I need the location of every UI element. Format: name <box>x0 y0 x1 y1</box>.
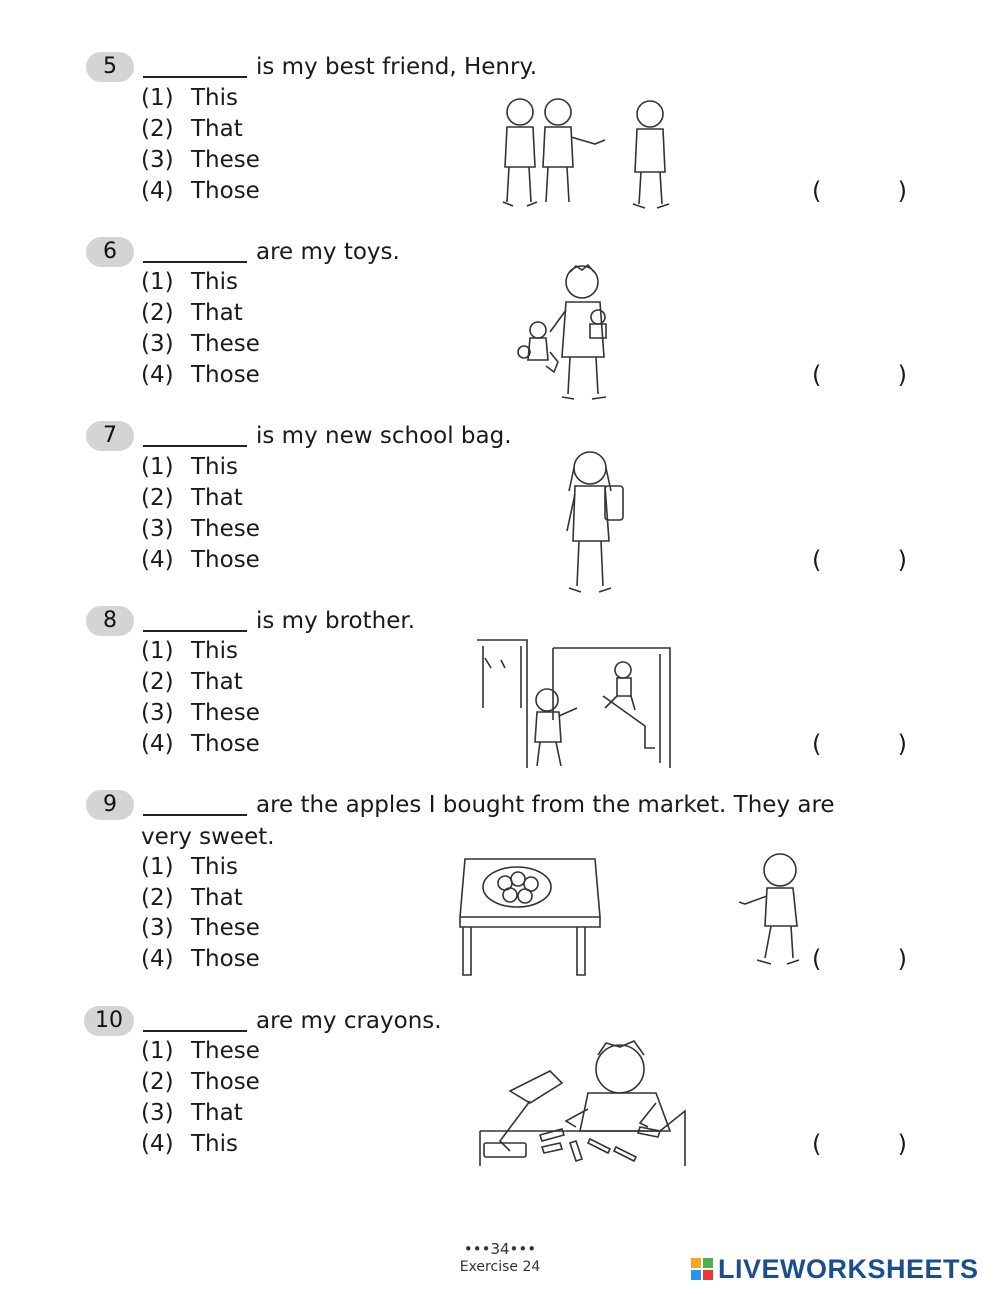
paren-close: ) <box>897 730 907 758</box>
option-3[interactable] <box>141 145 260 175</box>
page-number: •••34••• <box>463 1240 537 1258</box>
option-3[interactable] <box>141 698 260 728</box>
option-text: This <box>191 269 238 295</box>
option-text: Those <box>191 946 260 972</box>
question-stem: is my brother. <box>256 608 416 634</box>
option-1[interactable] <box>141 1036 260 1066</box>
paren-open: ( <box>812 1130 822 1158</box>
option-text: These <box>191 147 260 173</box>
option-text: That <box>191 669 243 695</box>
option-text: That <box>191 116 243 142</box>
question-stem: is my new school bag. <box>256 423 512 449</box>
paren-open: ( <box>812 177 822 205</box>
answer-box[interactable] <box>812 545 907 575</box>
question-number: 5 <box>86 52 134 82</box>
option-text: These <box>191 1038 260 1064</box>
option-number: (3) <box>141 331 174 357</box>
option-number: (3) <box>141 700 174 726</box>
question-number: 9 <box>86 790 134 820</box>
paren-close: ) <box>897 945 907 973</box>
option-number: (2) <box>141 1069 174 1095</box>
option-text: This <box>191 638 238 664</box>
option-1[interactable] <box>141 83 238 113</box>
grid-logo-icon <box>690 1257 714 1281</box>
answer-blank[interactable] <box>143 814 247 816</box>
option-text: This <box>191 1131 238 1157</box>
option-text: These <box>191 700 260 726</box>
option-number: (3) <box>141 147 174 173</box>
option-number: (4) <box>141 178 174 204</box>
three-boys-illustration <box>495 92 685 212</box>
question-stem: is my best friend, Henry. <box>256 54 538 80</box>
option-number: (3) <box>141 1100 174 1126</box>
option-text: These <box>191 516 260 542</box>
option-number: (2) <box>141 669 174 695</box>
paren-open: ( <box>812 361 822 389</box>
question-stem-line-2: very sweet. <box>141 824 275 850</box>
liveworksheets-logo[interactable] <box>690 1254 979 1284</box>
option-text: That <box>191 485 243 511</box>
paren-close: ) <box>897 546 907 574</box>
answer-blank[interactable] <box>143 76 247 78</box>
paren-close: ) <box>897 177 907 205</box>
option-number: (2) <box>141 300 174 326</box>
answer-box[interactable] <box>812 944 907 974</box>
option-number: (2) <box>141 116 174 142</box>
option-text: Those <box>191 362 260 388</box>
option-3[interactable] <box>141 913 260 943</box>
option-number: (4) <box>141 362 174 388</box>
paren-open: ( <box>812 546 822 574</box>
option-4[interactable] <box>141 729 260 759</box>
option-2[interactable] <box>141 483 243 513</box>
paren-close: ) <box>897 361 907 389</box>
option-text: That <box>191 300 243 326</box>
girl-with-school-bag-illustration <box>555 446 635 601</box>
option-number: (1) <box>141 269 174 295</box>
question-stem: are the apples I bought from the market. They are <box>256 792 835 818</box>
option-1[interactable] <box>141 636 238 666</box>
option-4[interactable] <box>141 176 260 206</box>
boy-with-toys-illustration <box>510 262 640 407</box>
question-8 <box>0 606 1000 776</box>
option-2[interactable] <box>141 298 243 328</box>
option-text: Those <box>191 178 260 204</box>
answer-box[interactable] <box>812 729 907 759</box>
option-number: (1) <box>141 638 174 664</box>
option-number: (1) <box>141 454 174 480</box>
question-stem: are my crayons. <box>256 1008 442 1034</box>
answer-blank[interactable] <box>143 1030 247 1032</box>
brand-name: LIVEWORKSHEETS <box>718 1253 979 1284</box>
option-3[interactable] <box>141 1098 243 1128</box>
paren-open: ( <box>812 730 822 758</box>
option-number: (1) <box>141 1038 174 1064</box>
option-text: This <box>191 454 238 480</box>
question-9 <box>0 790 1000 985</box>
option-3[interactable] <box>141 514 260 544</box>
option-text: Those <box>191 1069 260 1095</box>
paren-close: ) <box>897 1130 907 1158</box>
option-number: (4) <box>141 547 174 573</box>
option-text: These <box>191 915 260 941</box>
option-1[interactable] <box>141 267 238 297</box>
question-number: 8 <box>86 606 134 636</box>
option-2[interactable] <box>141 883 243 913</box>
option-1[interactable] <box>141 452 238 482</box>
answer-box[interactable] <box>812 1129 907 1159</box>
answer-blank[interactable] <box>143 445 247 447</box>
option-4[interactable] <box>141 545 260 575</box>
question-7 <box>0 421 1000 591</box>
question-number: 7 <box>86 421 134 451</box>
question-5 <box>0 52 1000 222</box>
question-6 <box>0 237 1000 407</box>
paren-open: ( <box>812 945 822 973</box>
option-text: This <box>191 854 238 880</box>
option-text: These <box>191 331 260 357</box>
question-stem: are my toys. <box>256 239 400 265</box>
option-number: (2) <box>141 485 174 511</box>
option-number: (3) <box>141 516 174 542</box>
boy-with-crayons-at-desk-illustration <box>470 1031 695 1171</box>
option-4[interactable] <box>141 360 260 390</box>
exercise-label: Exercise 24 <box>459 1259 541 1275</box>
answer-box[interactable] <box>812 176 907 206</box>
option-4[interactable] <box>141 944 260 974</box>
option-text: Those <box>191 731 260 757</box>
option-1[interactable] <box>141 852 238 882</box>
option-number: (1) <box>141 854 174 880</box>
option-number: (4) <box>141 946 174 972</box>
option-number: (4) <box>141 1131 174 1157</box>
table-with-apples-illustration <box>455 855 605 980</box>
option-3[interactable] <box>141 329 260 359</box>
boy-pointing-illustration <box>735 848 815 973</box>
question-number: 10 <box>84 1006 134 1036</box>
option-text: Those <box>191 547 260 573</box>
answer-blank[interactable] <box>143 261 247 263</box>
option-number: (3) <box>141 915 174 941</box>
option-4[interactable] <box>141 1129 238 1159</box>
option-2[interactable] <box>141 1067 260 1097</box>
option-text: This <box>191 85 238 111</box>
option-number: (1) <box>141 85 174 111</box>
option-2[interactable] <box>141 114 243 144</box>
option-text: That <box>191 1100 243 1126</box>
question-number: 6 <box>86 237 134 267</box>
question-10 <box>0 1006 1000 1176</box>
option-2[interactable] <box>141 667 243 697</box>
answer-box[interactable] <box>812 360 907 390</box>
option-text: That <box>191 885 243 911</box>
answer-blank[interactable] <box>143 630 247 632</box>
option-number: (2) <box>141 885 174 911</box>
option-number: (4) <box>141 731 174 757</box>
boy-pointing-at-brother-illustration <box>475 638 700 773</box>
